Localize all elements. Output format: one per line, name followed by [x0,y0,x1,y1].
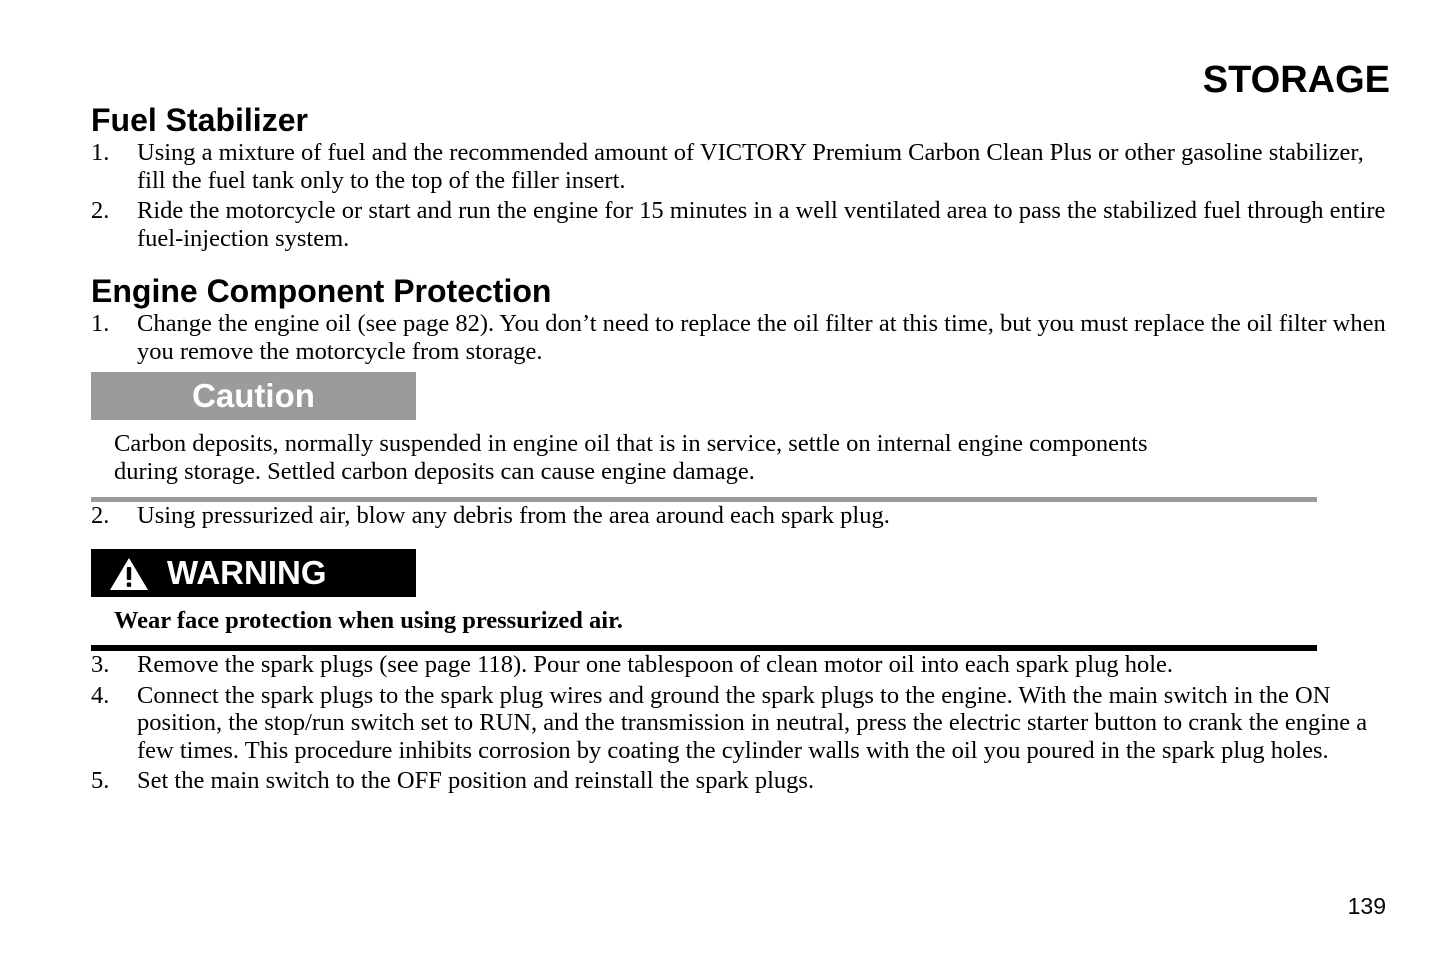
page-number: 139 [1347,893,1386,919]
step-text: Ride the motorcycle or start and run the engine for 15 minutes in a well ventilated area to pass the stabilized fuel through entire fuel-injection system. [137,197,1386,252]
step-text: Using pressurized air, blow any debris from the area around each spark plug. [137,502,890,529]
list-item [91,767,1391,795]
list-item [91,310,1391,365]
engine-protection-steps-middle [91,502,1391,530]
engine-protection-steps-end [91,651,1391,795]
section-heading-fuel-stabilizer: Fuel Stabilizer [91,102,308,138]
step-number: 1. [91,310,110,337]
step-number: 5. [91,767,110,794]
chapter-title: STORAGE [1202,59,1390,101]
section-heading-engine-protection: Engine Component Protection [91,273,552,309]
step-text: Connect the spark plugs to the spark plug wires and ground the spark plugs to the engine. With the main switch in the ON position, the stop/run switch set to RUN, and the transmission in neutral, press the electric starter button to crank the engine a few times. This procedure inhibits corrosion by coating the cylinder walls with the oil you poured in the spark plug holes. [137,681,1368,764]
list-item [91,197,1391,252]
step-number: 3. [91,651,110,678]
warning-label: WARNING [167,553,327,591]
caution-text: Carbon deposits, normally suspended in engine oil that is in service, settle on internal engine components during storage. Settled carbon deposits can cause engine damage. [114,430,1148,485]
list-item [91,651,1391,679]
warning-banner [91,549,416,597]
step-number: 2. [91,197,110,224]
step-text: Using a mixture of fuel and the recommended amount of VICTORY Premium Carbon Clean Plus or other gasoline stabilizer, fill the fuel tank only to the top of the filler insert. [137,139,1364,194]
list-item [91,139,1391,194]
list-item [91,682,1391,765]
warning-text: Wear face protection when using pressurized air. [114,606,623,634]
step-text: Remove the spark plugs (see page 118). Pour one tablespoon of clean motor oil into each spark plug hole. [137,651,1173,678]
list-item [91,502,1391,530]
step-number: 2. [91,502,110,529]
page-content [91,101,1391,798]
engine-protection-steps-start [91,310,1391,365]
step-number: 4. [91,681,110,709]
caution-label: Caution [91,372,416,420]
warning-triangle-icon [109,556,149,590]
step-number: 1. [91,139,110,166]
step-text: Set the main switch to the OFF position and reinstall the spark plugs. [137,767,815,794]
step-text: Change the engine oil (see page 82). You don’t need to replace the oil filter at this time, but you must replace the oil filter when you remove the motorcycle from storage. [137,310,1386,365]
fuel-stabilizer-steps [91,139,1391,252]
